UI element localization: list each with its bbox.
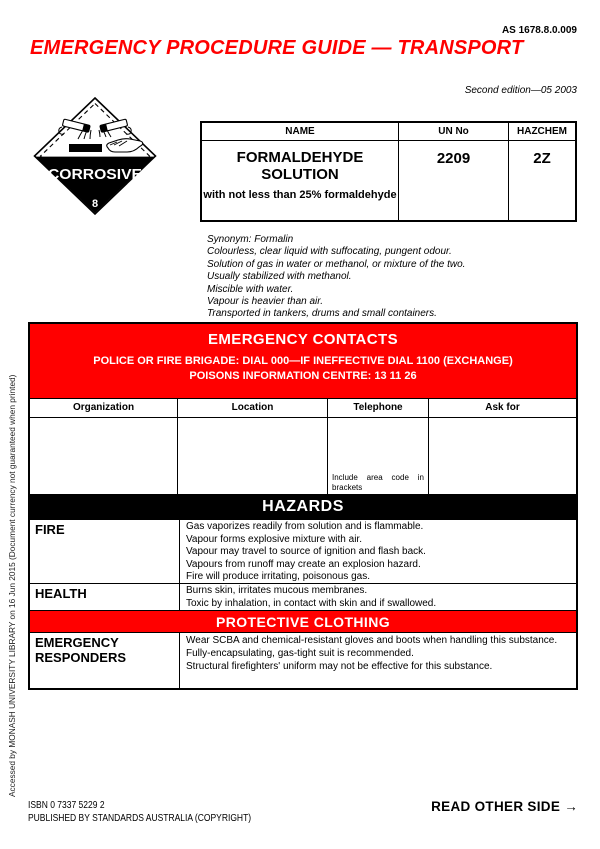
substance-description: Synonym: Formalin Colourless, clear liquid with suffocating, pungent odour. Solution of gas in water or methanol, or mixture of the two. Usually stabilized with methanol. Miscible with water. Vapour is heavier than air. Transported in tankers, drums and small containers. [207, 234, 466, 320]
contacts-column-headers [30, 398, 576, 417]
class-number: 8 [91, 198, 99, 210]
substance-table [200, 121, 577, 222]
location-column-header: Location [178, 399, 328, 417]
emergency-table [28, 322, 578, 690]
substance-table-row [202, 141, 575, 220]
class-text: CORROSIVE [48, 167, 143, 183]
health-hazard-text: Burns skin, irritates mucous membranes. Toxic by inhalation, in contact with skin and if swallowed. [186, 585, 437, 609]
fire-hazard-text: Gas vaporizes readily from solution and is flammable. Vapour forms explosive mixture with air. Vapour may travel to source of ignition and flash back. Vapours from runoff may create an explosion hazard. Fire will produce irritating, poisonous gas. [186, 521, 426, 583]
hazchem-code: 2Z [533, 150, 551, 167]
telephone-note: Include area code in brackets [332, 473, 424, 492]
hazchem-column-header: HAZCHEM [517, 126, 567, 137]
askfor-blank-cell [429, 418, 576, 494]
protective-clothing-section-header: PROTECTIVE CLOTHING [30, 610, 576, 632]
emergency-responders-label: EMERGENCY RESPONDERS [30, 633, 180, 688]
emergency-responders-row [30, 632, 576, 688]
hazards-section-header: HAZARDS [30, 494, 576, 520]
location-blank-cell [178, 418, 328, 494]
library-access-note: Accessed by MONASH UNIVERSITY LIBRARY on 16 Jun 2015 (Document currency not guaranteed when printed) [7, 374, 17, 797]
fire-hazard-row [30, 520, 576, 583]
contacts-blank-row [30, 417, 576, 494]
emergency-responders-text: Wear SCBA and chemical-resistant gloves and boots when handling this substance. Fully-encapsulating, gas-tight suit is recommended. Structural firefighters' uniform may not be effective for this substance. [186, 635, 558, 672]
isbn: ISBN 0 7337 5229 2 [28, 800, 105, 811]
right-arrow-icon: → [564, 799, 578, 814]
health-hazard-row [30, 583, 576, 610]
read-other-side-note: READ OTHER SIDE → [431, 799, 578, 814]
askfor-column-header: Ask for [485, 402, 520, 413]
corrosive-class8-label-icon [33, 97, 157, 215]
un-number: 2209 [399, 141, 509, 220]
standard-number: AS 1678.8.0.009 [501, 25, 577, 36]
telephone-column-header: Telephone [328, 399, 429, 417]
edition-note: Second edition—05 2003 [464, 85, 577, 96]
substance-table-header [202, 123, 575, 141]
poisons-centre-line: POISONS INFORMATION CENTRE: 13 11 26 [189, 370, 417, 382]
emergency-contacts-header [30, 324, 576, 398]
organization-column-header: Organization [30, 399, 178, 417]
substance-name-cell [202, 141, 399, 220]
substance-qualifier: with not less than 25% formaldehyde [203, 189, 397, 201]
organization-blank-cell [30, 418, 178, 494]
publication-info [28, 800, 251, 825]
emergency-contacts-title: EMERGENCY CONTACTS [208, 331, 398, 348]
un-column-header: UN No [399, 123, 509, 140]
page-title: EMERGENCY PROCEDURE GUIDE — TRANSPORT [30, 37, 524, 59]
name-column-header: NAME [202, 123, 399, 140]
telephone-blank-cell [328, 418, 429, 494]
police-fire-dial-line: POLICE OR FIRE BRIGADE: DIAL 000—IF INEFFECTIVE DIAL 1100 (EXCHANGE) [93, 355, 513, 367]
health-label: HEALTH [30, 584, 180, 610]
substance-name: FORMALDEHYDE SOLUTION [236, 149, 364, 183]
fire-label: FIRE [30, 520, 180, 583]
publisher-line: PUBLISHED BY STANDARDS AUSTRALIA (COPYRIGHT) [28, 812, 252, 824]
